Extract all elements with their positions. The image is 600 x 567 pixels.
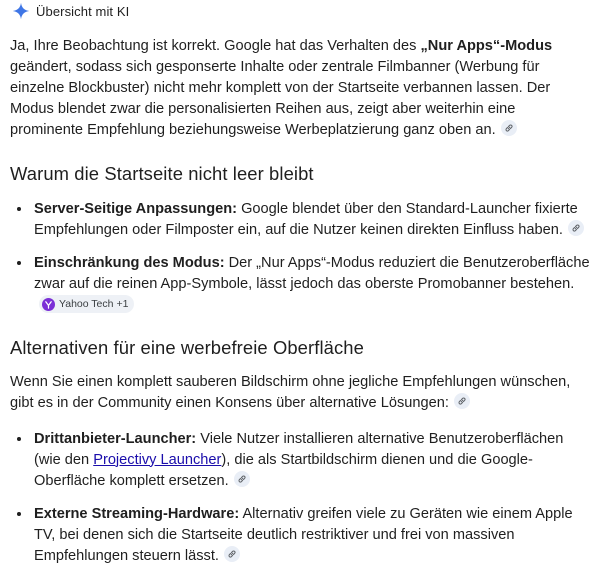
intro-bold: „Nur Apps“-Modus [420,38,553,54]
intro-text-2: geändert, sodass sich gesponserte Inhalte oder zentrale Filmbanner (Werbung für einzelne Blockbuster) nicht mehr komplett von der Startseite verbannen lassen. Der Modus blendet zwar die personalisierten Reihen aus, zeigt aber weiterhin eine prominente Empfehlung beziehungsweise Werbeplatzierung ganz oben an. [10,59,551,138]
citation-link-icon[interactable] [501,120,517,136]
source-more-count: +1 [116,297,129,310]
section-heading-alternatives: Alternativen für eine werbefreie Oberfläche [10,336,364,358]
list-item-title: Server-Seitige Anpassungen: [34,201,238,217]
citation-link-icon[interactable] [224,546,240,562]
list-item-title: Externe Streaming-Hardware: [34,505,240,522]
citation-link-icon[interactable] [454,393,470,409]
list-item-text: Der „Nur Apps“-Modus reduziert die Benutzeroberfläche zwar auf die reinen App-Symbole, lässt jedoch das oberste Promobanner bestehen. [34,255,590,292]
list-item [32,503,590,567]
alternatives-intro [10,372,590,414]
citation-link-icon[interactable] [568,220,584,236]
ai-overview-header[interactable] [10,0,590,22]
list-item-text: Viele Nutzer installieren alternative Benutzeroberflächen (wie den [34,430,564,468]
alternatives-list [10,428,590,567]
source-name: Yahoo Tech [59,297,114,310]
reasons-list [10,198,590,317]
list-item-text: Google blendet über den Standard-Launcher fixierte Empfehlungen oder Filmposter ein, auf die Nutzer keinen direkten Einfluss haben. [34,201,578,238]
sparkle-icon [12,2,30,20]
list-item-text: Alternativ greifen viele zu Geräten wie einem Apple TV, bei denen sich die Startseite deutlich restriktiver und frei von massiven Empfehlungen steuern lässt. [34,505,573,564]
list-item-title: Drittanbieter-Launcher: [34,430,197,447]
list-item-text: ), die als Startbildschirm dienen und die Google-Oberfläche komplett ersetzen. [34,451,533,489]
list-item [32,428,590,492]
intro-text-1: Ja, Ihre Beobachtung ist korrekt. Google hat das Verhalten des [10,38,421,54]
list-item-title: Einschränkung des Modus: [34,255,225,271]
alternatives-intro-text: Wenn Sie einen komplett sauberen Bildschirm ohne jegliche Empfehlungen wünschen, gibt es in der Community einen Konsens über alternative Lösungen: [10,373,571,411]
yahoo-logo-icon [42,298,55,311]
citation-link-icon[interactable] [234,471,250,487]
list-item [32,198,590,241]
intro-paragraph [10,36,590,141]
projectivy-launcher-link[interactable]: Projectivy Launcher [93,451,222,468]
ai-overview-title: Übersicht mit KI [36,3,130,19]
list-item [32,252,590,317]
section-heading-why: Warum die Startseite nicht leer bleibt [10,163,314,184]
source-chip-yahoo-tech[interactable] [39,295,134,313]
